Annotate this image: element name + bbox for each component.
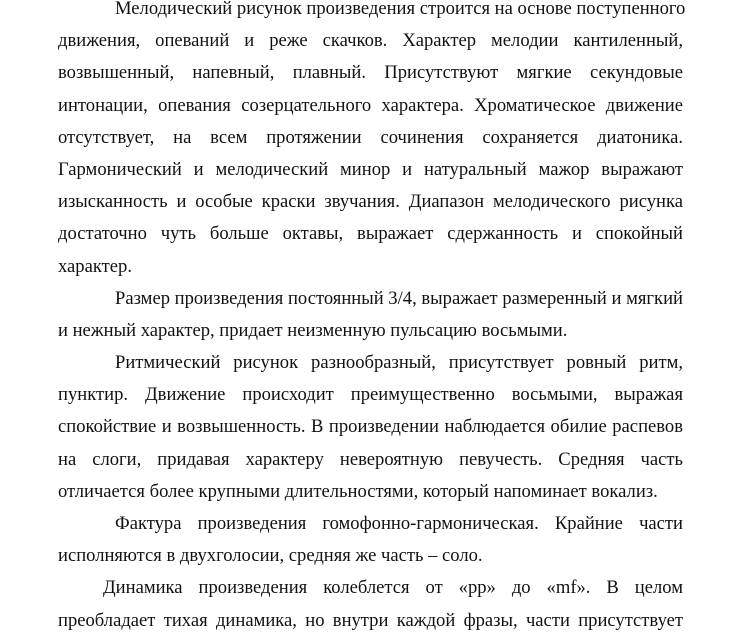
text-line: характер. (58, 255, 132, 277)
text-line: Мелодический рисунок произведения строится на основе поступенного (115, 0, 686, 19)
document-page (58, 0, 686, 637)
paragraph-rhythm (58, 347, 683, 508)
text-line: возвышенный, напевный, плавный. Присутствуют мягкие секундовые (58, 62, 683, 84)
text-line: изысканность и особые краски звучания. Диапазон мелодического рисунка (58, 191, 683, 213)
text-line: исполняются в двухголосии, средняя же часть – соло. (58, 545, 483, 567)
text-line: движения, опеваний и реже скачков. Характер мелодии кантиленный, (58, 30, 683, 52)
text-line: Динамика произведения колеблется от «pp» до «mf». В целом (103, 577, 683, 599)
text-line: преобладает тихая динамика, но внутри каждой фразы, части присутствует (58, 609, 683, 631)
text-line: пунктир. Движение происходит преимущественно восьмыми, выражая (58, 384, 683, 406)
text-line: интонации, опевания созерцательного характера. Хроматическое движение (58, 94, 683, 116)
text-line: отличается более крупными длительностями, который напоминает вокализ. (58, 480, 658, 502)
paragraph-dynamics (58, 572, 683, 636)
text-line: спокойствие и возвышенность. В произведении наблюдается обилие распевов (58, 416, 683, 438)
paragraph-texture (58, 508, 683, 572)
text-line: на слоги, придавая характеру невероятную певучесть. Средняя часть (58, 448, 683, 470)
paragraph-meter (58, 283, 683, 347)
text-line: Фактура произведения гомофонно-гармоническая. Крайние части (115, 513, 683, 534)
paragraph-melody (58, 0, 686, 283)
text-line: Гармонический и мелодический минор и натуральный мажор выражают (58, 158, 683, 180)
text-line: Размер произведения постоянный 3/4, выражает размеренный и мягкий (115, 287, 683, 309)
text-line: отсутствует, на всем протяжении сочинения сохраняется диатоника. (58, 126, 683, 148)
text-line: и нежный характер, придает неизменную пульсацию восьмыми. (58, 319, 568, 341)
text-line: Ритмический рисунок разнообразный, присутствует ровный ритм, (115, 352, 683, 374)
text-line: достаточно чуть больше октавы, выражает сдержанность и спокойный (58, 223, 683, 245)
